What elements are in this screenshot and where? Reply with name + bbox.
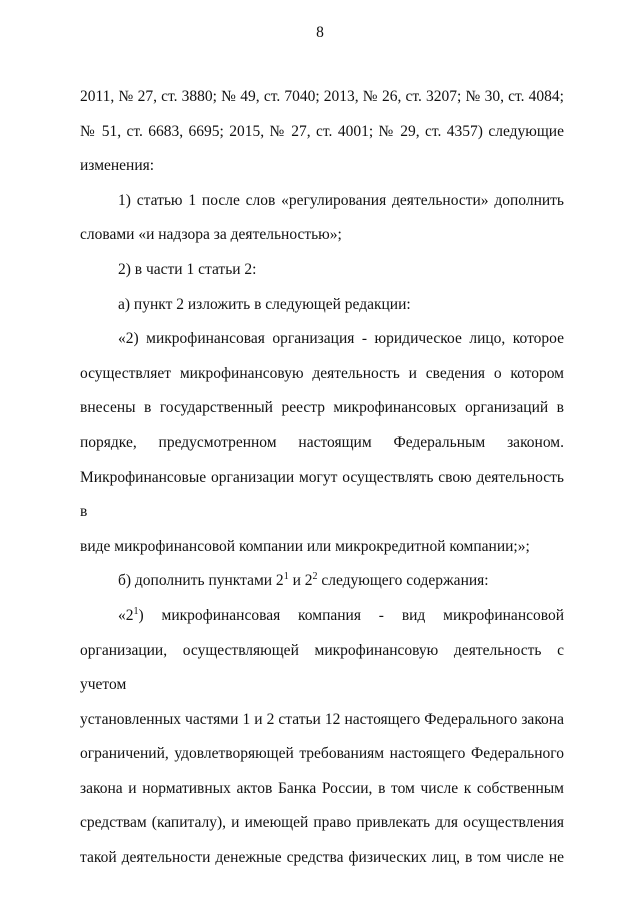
subitem-a-line: а) пункт 2 изложить в следующей редакции: bbox=[118, 295, 411, 313]
point-2-1-definition-line: закона и нормативных актов Банка России, в том числе к собственным bbox=[80, 779, 564, 797]
body-text bbox=[80, 80, 564, 876]
superscript: 1 bbox=[283, 571, 289, 583]
citation-line: изменения: bbox=[80, 157, 155, 175]
subitem-b-line bbox=[80, 564, 564, 599]
point-2-definition-line: внесены в государственный реестр микрофинансовых организаций в bbox=[80, 399, 564, 417]
item-1-line: 1) статью 1 после слов «регулирования деятельности» дополнить bbox=[118, 191, 564, 209]
item-2-line: 2) в части 1 статьи 2: bbox=[118, 260, 257, 278]
page-number: 8 bbox=[316, 24, 324, 41]
item-1-line: словами «и надзора за деятельностью»; bbox=[80, 226, 342, 244]
subitem-b-text: и 2 bbox=[288, 572, 313, 590]
point-2-definition-line: виде микрофинансовой компании или микрокредитной компании;»; bbox=[80, 537, 530, 555]
citation-line: 2011, № 27, ст. 3880; № 49, ст. 7040; 2013, № 26, ст. 3207; № 30, ст. 4084; bbox=[80, 88, 564, 105]
superscript: 1 bbox=[133, 605, 139, 617]
point-2-definition-line: порядке, предусмотренном настоящим Федеральным законом. bbox=[80, 433, 564, 451]
point-2-1-definition-line: средствам (капиталу), и имеющей право привлекать для осуществления bbox=[80, 814, 564, 832]
subitem-b-text: б) дополнить пунктами 2 bbox=[118, 572, 284, 590]
citation-line: № 51, ст. 6683, 6695; 2015, № 27, ст. 4001; № 29, ст. 4357) следующие bbox=[80, 122, 564, 140]
point-2-1-text: «2 bbox=[118, 606, 134, 624]
point-2-1-definition-line: установленных частями 1 и 2 статьи 12 настоящего Федерального закона bbox=[80, 710, 564, 728]
superscript: 2 bbox=[312, 571, 318, 583]
point-2-1-definition-line: организации, осуществляющей микрофинансовую деятельность с учетом bbox=[80, 641, 564, 694]
point-2-1-definition-line: такой деятельности денежные средства физических лиц, в том числе не bbox=[80, 849, 564, 867]
subitem-b-text: следующего содержания: bbox=[317, 572, 489, 590]
point-2-definition-line: Микрофинансовые организации могут осуществлять свою деятельность в bbox=[80, 468, 564, 521]
point-2-1-definition-line: ограничений, удовлетворяющей требованиям настоящего Федерального bbox=[80, 745, 564, 763]
point-2-definition-line: осуществляет микрофинансовую деятельность и сведения о котором bbox=[80, 364, 564, 382]
point-2-1-text: ) микрофинансовая компания - вид микрофинансовой bbox=[138, 606, 564, 624]
point-2-1-definition-line bbox=[80, 599, 564, 634]
point-2-definition-line: «2) микрофинансовая организация - юридическое лицо, которое bbox=[118, 330, 564, 348]
